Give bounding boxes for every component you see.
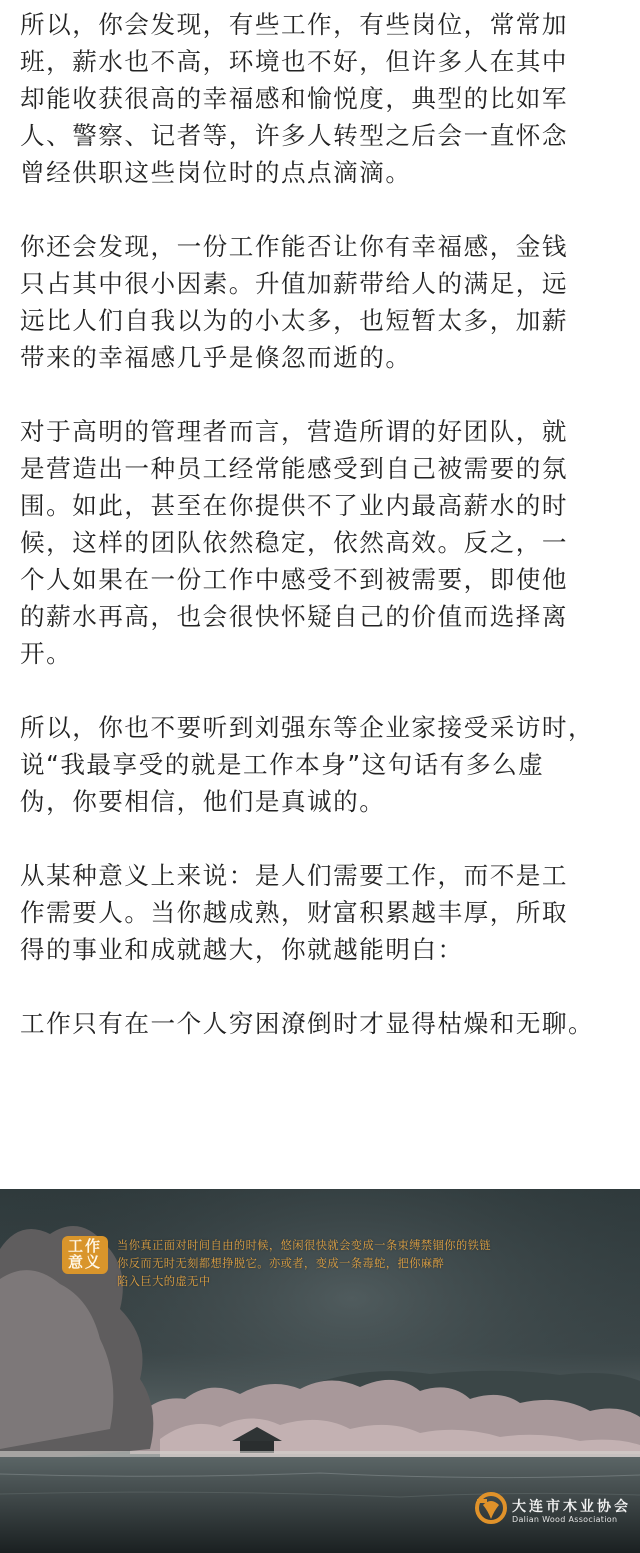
- paragraph-4: 所以，你也不要听到刘强东等企业家接受采访时， 说“我最享受的就是工作本身”这句话有多么虚 伪，你要相信，他们是真诚的。: [20, 713, 595, 816]
- paragraph-2: 你还会发现，一份工作能否让你有幸福感，金钱 只占其中很小因素。升值加薪带给人的满足，远 远比人们自我以为的小太多，也短暂太多，加薪 带来的幸福感几乎是倏忽而逝的。: [20, 232, 568, 372]
- wood-association-logo-icon: [474, 1491, 508, 1525]
- banner-quote: 当你真正面对时间自由的时候，悠闲很快就会变成一条束缚禁锢你的铁链 你反而无时无刻都想挣脱它。亦或者，变成一条毒蛇，把你麻醉 陷入巨大的虚无中: [117, 1239, 492, 1288]
- topic-badge: [62, 1236, 108, 1274]
- paragraph-3: 对于高明的管理者而言，营造所谓的好团队，就 是营造出一种员工经常能感受到自己被需要的氛 围。如此，甚至在你提供不了业内最高薪水的时 候，这样的团队依然稳定，依然高效。反之，一 个人如果在一份工作中感受不到被需要，即使他 的薪水再高，也会很快怀疑自己的价值而选择离 开。: [20, 417, 568, 668]
- paragraph-6-conclusion: 工作只有在一个人穷困潦倒时才显得枯燥和无聊。: [20, 1009, 595, 1038]
- paragraph-1: 所以，你会发现，有些工作，有些岗位，常常加 班，薪水也不高，环境也不好，但许多人在其中 却能收获很高的幸福感和愉悦度，典型的比如军 人、警察、记者等，许多人转型之后会一直怀念 曾经供职这些岗位时的点点滴滴。: [20, 10, 568, 187]
- article-body: [20, 6, 626, 1042]
- logo-english-name: Dalian Wood Association: [512, 1515, 618, 1524]
- badge-line-2: 意义: [67, 1253, 102, 1271]
- lake-landscape-banner: [0, 1189, 640, 1553]
- paragraph-5: 从某种意义上来说：是人们需要工作，而不是工 作需要人。当你越成熟，财富积累越丰厚，所取 得的事业和成就越大，你就越能明白：: [20, 861, 568, 964]
- badge-line-1: 工作: [67, 1237, 102, 1255]
- logo-chinese-name: 大连市木业协会: [512, 1499, 631, 1515]
- association-logo: [474, 1491, 634, 1531]
